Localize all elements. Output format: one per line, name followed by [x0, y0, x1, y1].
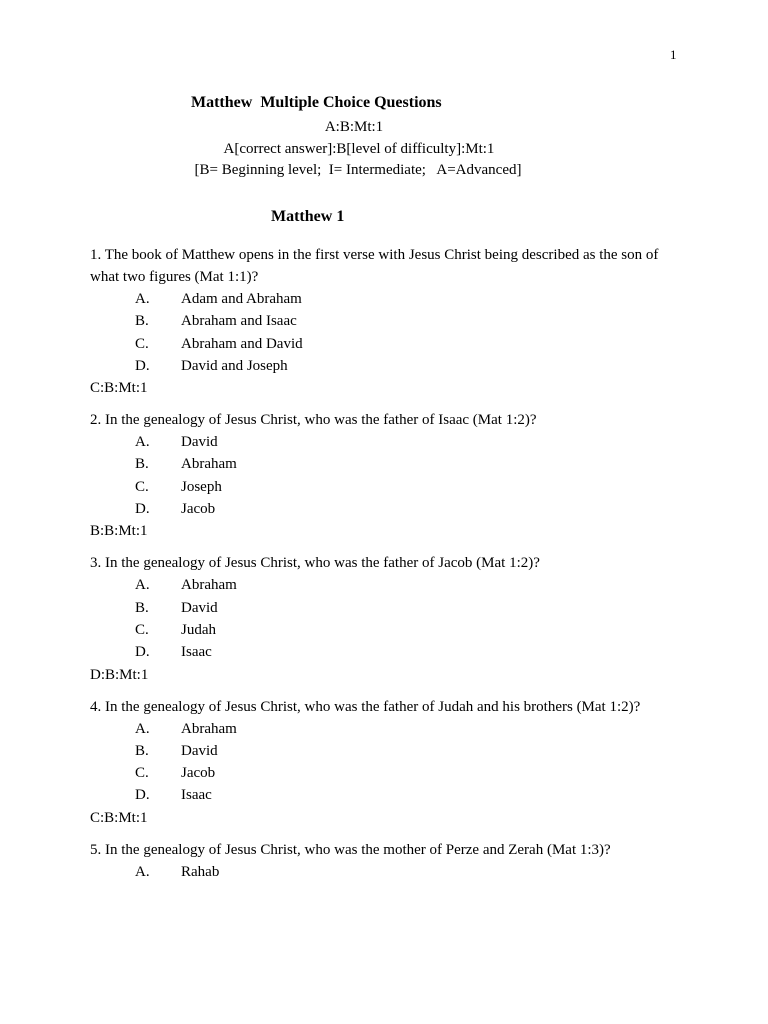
question-item [90, 839, 680, 883]
answer-option [90, 740, 680, 762]
option-list [90, 861, 680, 883]
answer-option [90, 333, 680, 355]
option-list [90, 431, 680, 520]
answer-option [90, 762, 680, 784]
question-text: 4. In the genealogy of Jesus Christ, who was the father of Judah and his brothers (Mat 1:2)? [90, 698, 641, 715]
question-text: 3. In the genealogy of Jesus Christ, who was the father of Jacob (Mat 1:2)? [90, 555, 540, 572]
option-text: Abraham and David [181, 335, 303, 352]
option-text: David and Joseph [181, 357, 288, 374]
option-text: Jacob [181, 765, 216, 782]
answer-key: C:B:Mt:1 [90, 380, 148, 397]
option-text: Abraham and Isaac [181, 313, 297, 330]
option-text: Adam and Abraham [181, 291, 302, 307]
answer-option [90, 498, 680, 520]
question-item [90, 244, 680, 399]
question-item [90, 552, 680, 685]
question-text: 1. The book of Matthew opens in the first verse with Jesus Christ being described as the son of what two figures (Mat 1:1)? [90, 247, 659, 285]
option-text: Isaac [181, 644, 212, 661]
answer-option [90, 861, 680, 883]
answer-option [90, 431, 680, 453]
answer-option [90, 718, 680, 740]
option-text: Isaac [181, 787, 212, 804]
answer-option [90, 574, 680, 596]
answer-option [90, 784, 680, 806]
option-letter: B. [135, 599, 149, 616]
question-text: 2. In the genealogy of Jesus Christ, who was the father of Isaac (Mat 1:2)? [90, 412, 537, 429]
option-text: Rahab [181, 863, 220, 880]
option-letter: D. [135, 501, 150, 518]
answer-option [90, 619, 680, 641]
option-letter: D. [135, 787, 150, 804]
option-letter: B. [135, 456, 149, 473]
page-number: 1 [670, 47, 677, 62]
option-letter: A. [135, 434, 150, 451]
option-letter: A. [135, 863, 150, 880]
option-text: Abraham [181, 456, 237, 473]
answer-key: B:B:Mt:1 [90, 523, 148, 540]
format-legend: A[correct answer]:B[level of difficulty]:Mt:1 [223, 141, 495, 157]
option-letter: C. [135, 335, 149, 352]
option-list [90, 288, 680, 377]
option-list [90, 718, 680, 807]
question-item [90, 696, 680, 829]
format-code: A:B:Mt:1 [324, 119, 384, 135]
document-title: Matthew Multiple Choice Questions [191, 94, 442, 111]
option-letter: C. [135, 478, 149, 495]
question-item [90, 409, 680, 542]
answer-option [90, 641, 680, 663]
option-text: Joseph [181, 478, 222, 495]
answer-option [90, 597, 680, 619]
option-text: Abraham [181, 720, 237, 737]
question-text: 5. In the genealogy of Jesus Christ, who was the mother of Perze and Zerah (Mat 1:3)? [90, 841, 611, 858]
option-text: David [181, 434, 218, 451]
option-text: Jacob [181, 501, 216, 518]
chapter-heading: Matthew 1 [271, 208, 345, 225]
question-list [90, 244, 680, 893]
answer-key: C:B:Mt:1 [90, 809, 148, 826]
option-letter: C. [135, 765, 149, 782]
answer-option [90, 355, 680, 377]
option-letter: D. [135, 357, 150, 374]
option-letter: B. [135, 742, 149, 759]
option-letter: C. [135, 621, 149, 638]
answer-option [90, 476, 680, 498]
answer-option [90, 453, 680, 475]
option-text: David [181, 742, 218, 759]
answer-key: D:B:Mt:1 [90, 666, 149, 683]
option-letter: D. [135, 644, 150, 661]
difficulty-legend: [B= Beginning level; I= Intermediate; A=Advanced] [194, 162, 522, 178]
option-list [90, 574, 680, 663]
option-letter: A. [135, 720, 150, 737]
option-text: David [181, 599, 218, 616]
option-letter: B. [135, 313, 149, 330]
option-letter: A. [135, 291, 150, 307]
answer-option [90, 288, 680, 310]
answer-option [90, 310, 680, 332]
option-text: Judah [181, 621, 216, 638]
option-letter: A. [135, 577, 150, 594]
option-text: Abraham [181, 577, 237, 594]
